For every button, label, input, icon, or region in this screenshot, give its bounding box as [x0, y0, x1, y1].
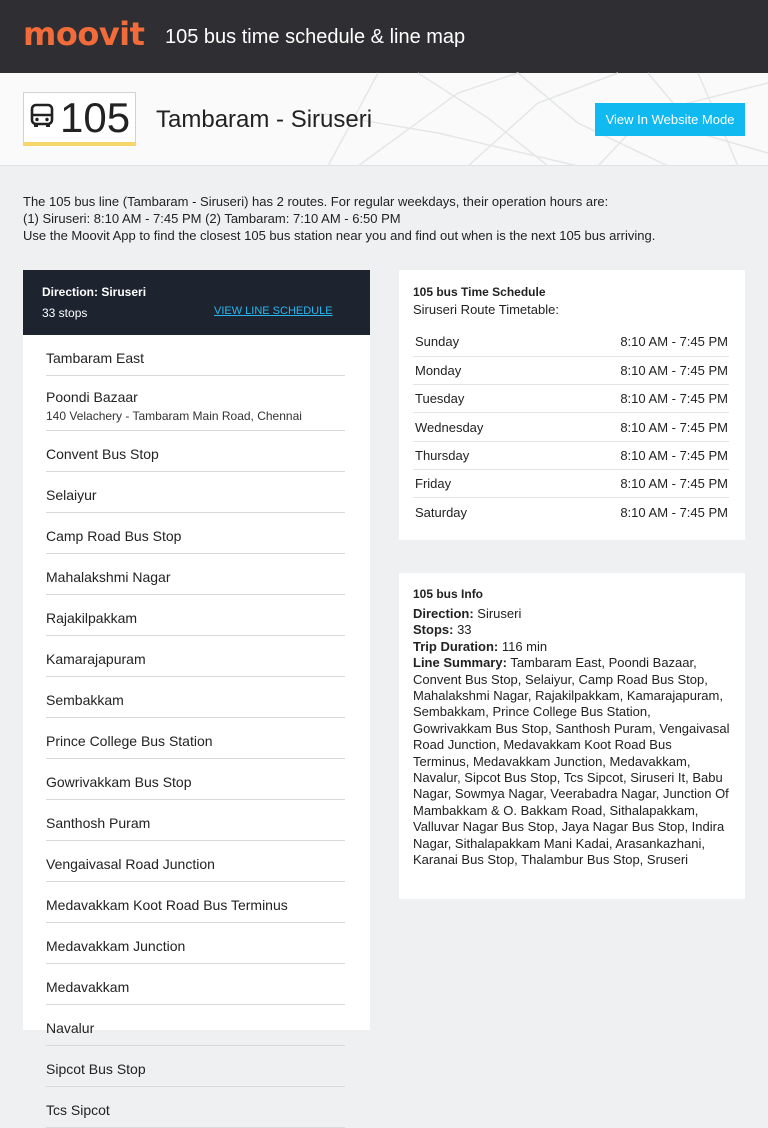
info-label: Stops:: [413, 622, 454, 638]
info-stops: [413, 622, 731, 638]
schedule-hours: 8:10 AM - 7:45 PM: [536, 441, 729, 469]
schedule-row: [413, 328, 729, 356]
stops-count: 33 stops: [42, 306, 88, 320]
stop-item[interactable]: [46, 1087, 345, 1128]
stop-name: Santhosh Puram: [46, 815, 151, 831]
info-value: 33: [457, 622, 472, 638]
stop-name: Vengaivasal Road Junction: [46, 856, 215, 872]
intro-text: [23, 193, 743, 244]
intro-line: Use the Moovit App to find the closest 105 bus station near you and find out when is the next 105 bus arriving.: [23, 228, 656, 243]
stop-name: Poondi Bazaar: [46, 389, 138, 405]
stop-item[interactable]: [46, 1046, 345, 1087]
stop-name: Prince College Bus Station: [46, 733, 213, 749]
schedule-row: [413, 356, 729, 384]
schedule-day: Wednesday: [413, 413, 536, 441]
schedule-row: [413, 498, 729, 526]
stop-name: Camp Road Bus Stop: [46, 528, 182, 544]
stop-item[interactable]: [46, 882, 345, 923]
stops-card: [23, 270, 370, 1118]
stop-name: Sembakkam: [46, 692, 124, 708]
schedule-hours: 8:10 AM - 7:45 PM: [620, 504, 728, 520]
stop-name: Tambaram East: [46, 350, 145, 366]
schedule-row: [413, 413, 729, 441]
stop-name: Sipcot Bus Stop: [46, 1061, 146, 1077]
schedule-hours: 8:10 AM - 7:45 PM: [536, 385, 729, 413]
line-header: [0, 73, 768, 166]
stop-name: Medavakkam Junction: [46, 938, 186, 954]
info-summary: [413, 655, 731, 868]
schedule-hours: 8:10 AM - 7:45 PM: [536, 356, 729, 384]
schedule-table: [413, 328, 729, 526]
schedule-title: 105 bus Time Schedule: [413, 285, 546, 299]
schedule-row: [413, 385, 729, 413]
info-body: [413, 606, 731, 869]
stop-item[interactable]: [46, 677, 345, 718]
stop-name: Rajakilpakkam: [46, 610, 138, 626]
schedule-day: Saturday: [415, 504, 468, 520]
intro-line: The 105 bus line (Tambaram - Siruseri) has 2 routes. For regular weekdays, their operation hours are:: [23, 194, 609, 209]
stop-name: Selaiyur: [46, 487, 97, 503]
view-line-schedule-link[interactable]: VIEW LINE SCHEDULE: [214, 305, 333, 317]
info-direction: [413, 606, 731, 622]
info-value: 116 min: [501, 638, 548, 654]
stop-item[interactable]: [46, 472, 345, 513]
stop-name: Navalur: [46, 1020, 95, 1036]
direction-title: Direction: Siruseri: [42, 285, 147, 299]
schedule-day: Monday: [413, 356, 536, 384]
stop-item[interactable]: [46, 718, 345, 759]
stop-item[interactable]: [46, 636, 345, 677]
schedule-hours: 8:10 AM - 7:45 PM: [536, 469, 729, 497]
stop-name: Gowrivakkam Bus Stop: [46, 774, 192, 790]
info-value: Tambaram East, Poondi Bazaar, Convent Bus Stop, Selaiyur, Camp Road Bus Stop, Mahalakshmi Nagar, Rajakilpakkam, Kamarajapuram, Sembakkam, Prince College Bus Station, Gowrivakkam Bus Stop, Santhosh Puram, Vengaivasal Road Junction, Medavakkam Koot Road Bus Terminus, Medavakkam Junction, Medavakkam, Navalur, Sipcot Bus Stop, Tcs Sipcot, Siruseri It, Babu Nagar, Sowmya Nagar, Veerabadra Nagar, Junction Of Mambakkam & O. Bakkam Road, Sithalapakkam, Valluvar Nagar Bus Stop, Jaya Nagar Bus Stop, Indira Nagar, Sithalapakkam Mani Kadai, Arasankazhani, Karanai Bus Stop, Thalambur Bus Stop, Sruseri: [413, 655, 730, 868]
stop-item[interactable]: [46, 513, 345, 554]
stop-item[interactable]: [46, 841, 345, 882]
stop-item[interactable]: [46, 923, 345, 964]
stop-list: [23, 335, 370, 1128]
stop-name: Kamarajapuram: [46, 651, 146, 667]
stop-name: Mahalakshmi Nagar: [46, 569, 171, 585]
info-duration: [413, 639, 731, 655]
stop-address: 140 Velachery - Tambaram Main Road, Chennai: [46, 409, 302, 423]
stop-name: Medavakkam Koot Road Bus Terminus: [46, 897, 288, 913]
view-website-mode-button[interactable]: View In Website Mode: [595, 103, 745, 136]
bus-icon: [29, 103, 55, 129]
stop-item[interactable]: [46, 431, 345, 472]
page-title: 105 bus time schedule & line map: [165, 26, 466, 48]
line-badge: [23, 92, 136, 146]
direction-header: [23, 270, 370, 335]
stop-name: Medavakkam: [46, 979, 130, 995]
line-number: 105: [60, 94, 131, 141]
schedule-row: [413, 441, 729, 469]
info-value: Siruseri: [477, 606, 522, 621]
schedule-hours: 8:10 AM - 7:45 PM: [536, 413, 729, 441]
top-bar: [0, 0, 768, 73]
schedule-hours: 8:10 AM - 7:45 PM: [536, 328, 729, 356]
stop-item[interactable]: [46, 1005, 345, 1046]
moovit-logo[interactable]: moovit: [23, 15, 145, 53]
route-name: Tambaram - Siruseri: [156, 106, 373, 133]
schedule-day: Sunday: [413, 328, 536, 356]
schedule-day: Tuesday: [413, 385, 536, 413]
stop-item[interactable]: [46, 376, 345, 431]
stop-item[interactable]: [46, 595, 345, 636]
schedule-day: Thursday: [413, 441, 536, 469]
schedule-subtitle: Siruseri Route Timetable:: [413, 302, 559, 317]
stop-name: Convent Bus Stop: [46, 446, 159, 462]
info-label: Direction:: [413, 606, 474, 621]
stop-item[interactable]: [46, 335, 345, 376]
info-label: Trip Duration:: [413, 638, 499, 654]
stop-item[interactable]: [46, 800, 345, 841]
stop-name: Tcs Sipcot: [46, 1102, 110, 1118]
info-title: 105 bus Info: [413, 587, 484, 601]
stop-item[interactable]: [46, 964, 345, 1005]
schedule-day: Friday: [413, 469, 536, 497]
bus-info-card: [399, 573, 745, 899]
intro-line: (1) Siruseri: 8:10 AM - 7:45 PM (2) Tambaram: 7:10 AM - 6:50 PM: [23, 211, 401, 226]
time-schedule-card: [399, 270, 745, 540]
stop-item[interactable]: [46, 759, 345, 800]
info-label: Line Summary:: [413, 655, 507, 671]
schedule-row: [413, 469, 729, 497]
stop-item[interactable]: [46, 554, 345, 595]
